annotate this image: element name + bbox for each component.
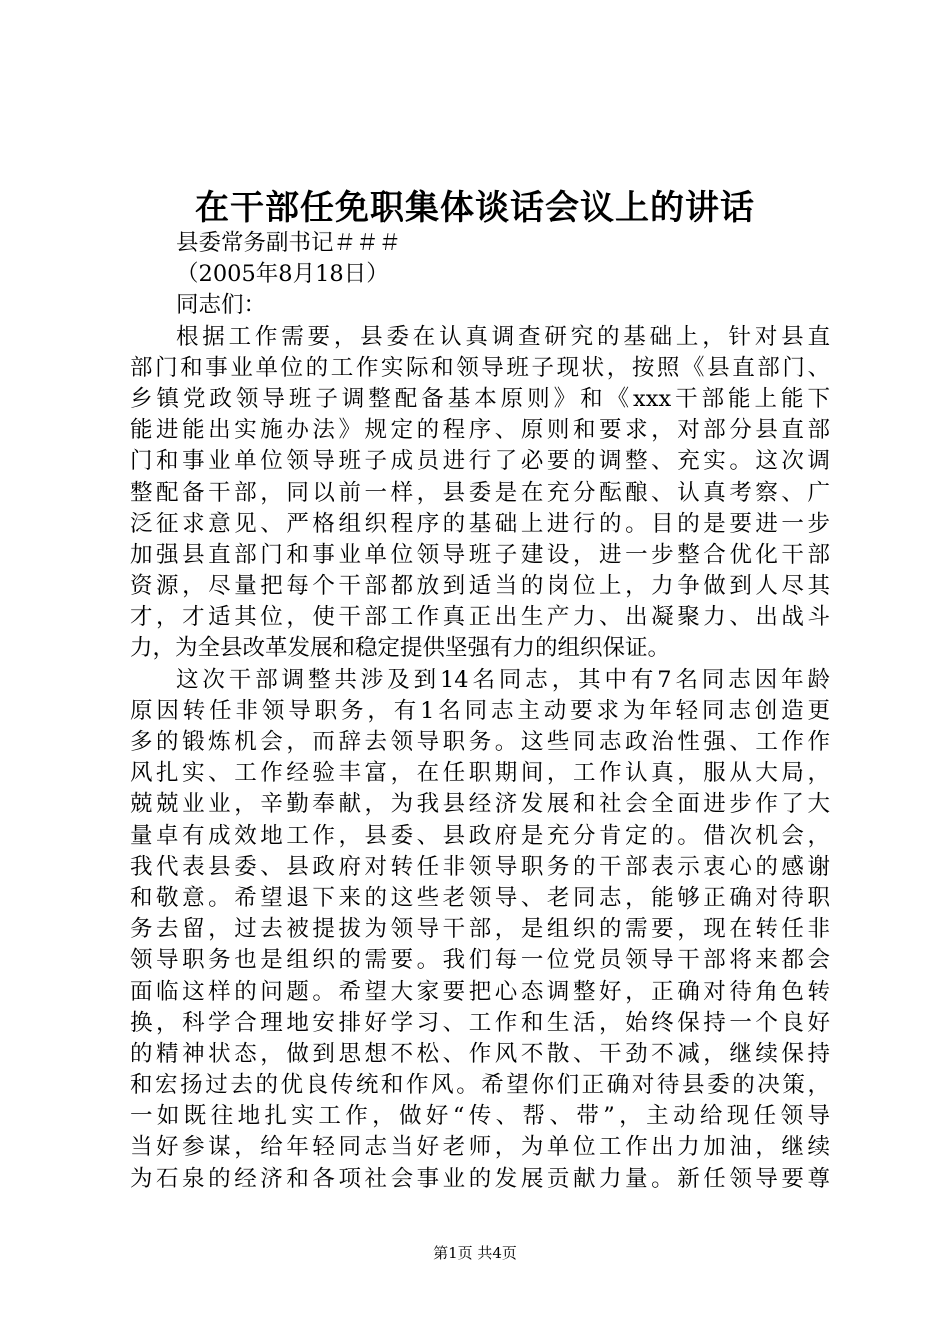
paragraph-line: 泛征求意见、严格组织程序的基础上进行的。目的是要进一步 <box>130 510 830 537</box>
paragraph-line: 部门和事业单位的工作实际和领导班子现状，按照《县直部门、 <box>130 354 830 381</box>
author-line: 县委常务副书记＃＃＃ <box>176 230 402 256</box>
paragraph-line: 能进能出实施办法》规定的程序、原则和要求，对部分县直部 <box>130 417 830 444</box>
paragraph-line: 才，才适其位，使干部工作真正出生产力、出凝聚力、出战斗 <box>130 604 830 631</box>
paragraph-line: 和宏扬过去的优良传统和作风。希望你们正确对待县委的决策， <box>130 1072 830 1099</box>
paragraph-line: 多的锻炼机会，而辞去领导职务。这些同志政治性强、工作作 <box>130 729 830 755</box>
paragraph-line: 风扎实、工作经验丰富，在任职期间，工作认真，服从大局， <box>130 760 830 787</box>
paragraph-line: 为石泉的经济和各项社会事业的发展贡献力量。新任领导要尊 <box>130 1165 830 1192</box>
document-body <box>130 228 830 1195</box>
paragraph-line: 这次干部调整共涉及到14名同志，其中有7名同志因年龄 <box>176 666 830 693</box>
paragraph-line: 乡镇党政领导班子调整配备基本原则》和《xxx干部能上能下 <box>130 385 830 412</box>
paragraph-line: 务去留，过去被提拔为领导干部，是组织的需要，现在转任非 <box>130 916 830 943</box>
paragraph-line: 加强县直部门和事业单位领导班子建设，进一步整合优化干部 <box>130 541 830 568</box>
document-title: 在干部任免职集体谈话会议上的讲话 <box>195 188 755 228</box>
paragraph-line: 力，为全县改革发展和稳定提供坚强有力的组织保证。 <box>130 635 671 662</box>
paragraph-line: 资源，尽量把每个干部都放到适当的岗位上，力争做到人尽其 <box>130 573 830 600</box>
paragraph-line: 兢兢业业，辛勤奉献，为我县经济发展和社会全面进步作了大 <box>130 791 830 818</box>
salutation: 同志们： <box>176 292 267 319</box>
paragraph-line: 面临这样的问题。希望大家要把心态调整好，正确对待角色转 <box>130 978 830 1005</box>
paragraph-line: 和敬意。希望退下来的这些老领导、老同志，能够正确对待职 <box>130 884 830 911</box>
paragraph-line: 的精神状态，做到思想不松、作风不散、干劲不减，继续保持 <box>130 1040 830 1067</box>
paragraph-line: 一如既往地扎实工作，做好“传、帮、带”，主动给现任领导 <box>130 1103 830 1130</box>
paragraph-line: 根据工作需要，县委在认真调查研究的基础上，针对县直 <box>176 323 830 350</box>
paragraph-line: 领导职务也是组织的需要。我们每一位党员领导干部将来都会 <box>130 947 830 974</box>
paragraph-line: 当好参谋，给年轻同志当好老师，为单位工作出力加油，继续 <box>130 1134 830 1161</box>
paragraph-line: 量卓有成效地工作，县委、县政府是充分肯定的。借次机会， <box>130 822 830 849</box>
paragraph-line: 整配备干部，同以前一样，县委是在充分酝酿、认真考察、广 <box>130 479 830 506</box>
paragraph-line: 原因转任非领导职务，有1名同志主动要求为年轻同志创造更 <box>130 697 830 724</box>
paragraph-line: 换，科学合理地安排好学习、工作和生活，始终保持一个良好 <box>130 1009 830 1036</box>
paragraph-line: 我代表县委、县政府对转任非领导职务的干部表示衷心的感谢 <box>130 853 830 880</box>
date-line: （2005年8月18日） <box>176 261 389 288</box>
page-footer: 第1页 共4页 <box>433 1244 517 1262</box>
paragraph-line: 门和事业单位领导班子成员进行了必要的调整、充实。这次调 <box>130 448 830 475</box>
